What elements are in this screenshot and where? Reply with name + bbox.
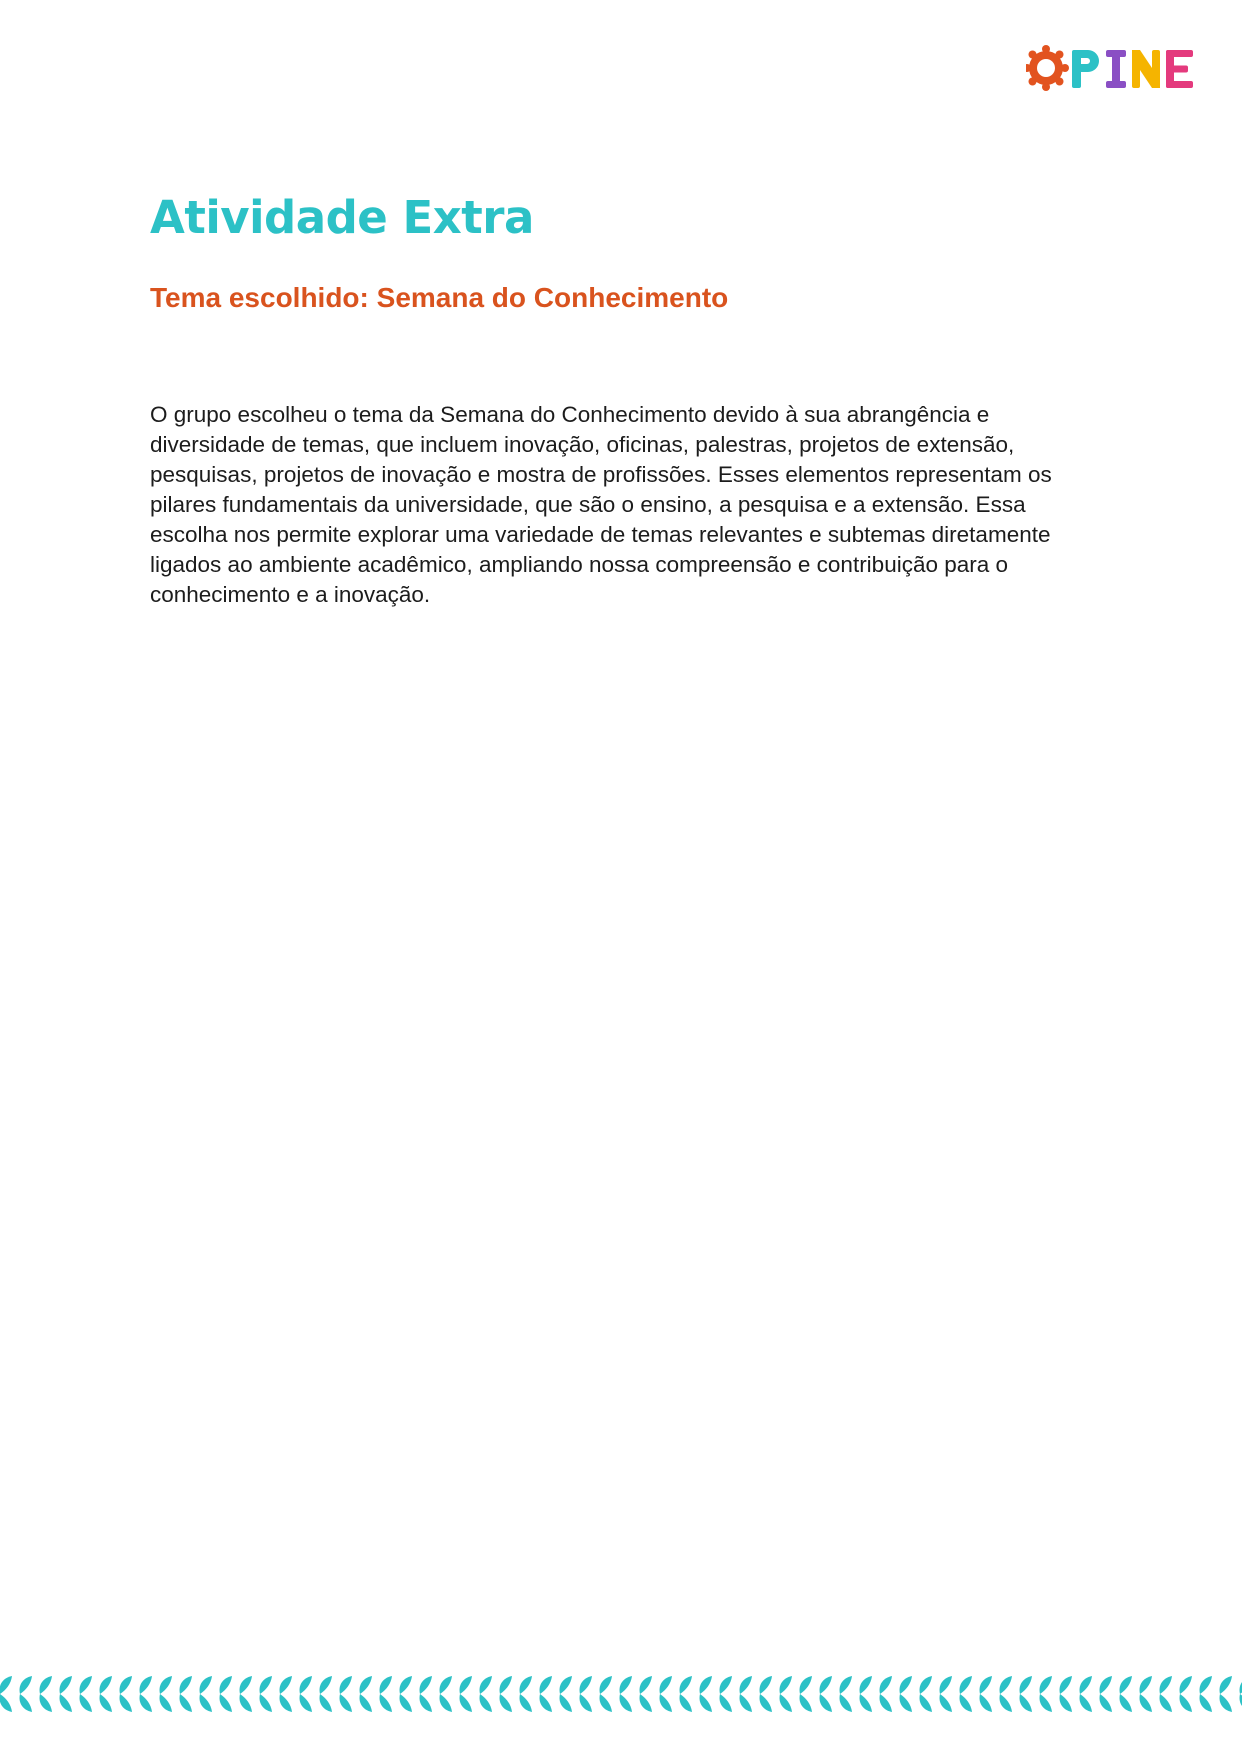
leaf-chevron-icon — [1000, 1676, 1013, 1712]
leaf-chevron-icon — [1040, 1676, 1053, 1712]
leaf-chevron-icon — [900, 1676, 913, 1712]
leaf-chevron-icon — [1080, 1676, 1093, 1712]
leaf-chevron-icon — [740, 1676, 753, 1712]
logo-letter-n — [1132, 50, 1160, 88]
leaf-chevron-icon — [1140, 1676, 1153, 1712]
leaf-chevron-icon — [340, 1676, 353, 1712]
leaf-chevron-icon — [780, 1676, 793, 1712]
leaf-chevron-icon — [860, 1676, 873, 1712]
leaf-chevron-icon — [980, 1676, 993, 1712]
leaf-chevron-icon — [120, 1676, 133, 1712]
leaf-chevron-icon — [1120, 1676, 1133, 1712]
leaf-chevron-icon — [220, 1676, 233, 1712]
leaf-chevron-icon — [800, 1676, 813, 1712]
page-subtitle: Tema escolhido: Semana do Conhecimento — [150, 282, 729, 313]
leaf-chevron-icon — [1160, 1676, 1173, 1712]
leaf-chevron-icon — [80, 1676, 93, 1712]
leaf-chevron-icon — [580, 1676, 593, 1712]
leaf-chevron-icon — [840, 1676, 853, 1712]
leaf-chevron-icon — [1180, 1676, 1193, 1712]
leaf-chevron-icon — [400, 1676, 413, 1712]
leaf-chevron-icon — [240, 1676, 253, 1712]
leaf-chevron-icon — [520, 1676, 533, 1712]
leaf-chevron-icon — [820, 1676, 833, 1712]
leaf-chevron-icon — [100, 1676, 113, 1712]
leaf-chevron-icon — [140, 1676, 153, 1712]
leaf-chevron-icon — [60, 1676, 73, 1712]
leaf-chevron-icon — [680, 1676, 693, 1712]
opine-logo-icon — [1026, 44, 1198, 94]
leaf-chevron-icon — [420, 1676, 433, 1712]
leaf-chevron-icon — [920, 1676, 933, 1712]
leaf-chevron-icon — [760, 1676, 773, 1712]
leaf-chevron-icon — [180, 1676, 193, 1712]
leaf-chevron-icon — [480, 1676, 493, 1712]
page-title: Atividade Extra — [150, 191, 534, 244]
leaf-chevron-icon — [40, 1676, 53, 1712]
leaf-chevron-icon — [600, 1676, 613, 1712]
leaf-chevron-icon — [560, 1676, 573, 1712]
leaf-chevron-icon — [500, 1676, 513, 1712]
leaf-chevron-icon — [1220, 1676, 1233, 1712]
leaf-chevron-icon — [700, 1676, 713, 1712]
leaf-chevron-icon — [460, 1676, 473, 1712]
leaf-chevron-icon — [660, 1676, 673, 1712]
leaf-chevron-icon — [1020, 1676, 1033, 1712]
body-paragraph: O grupo escolheu o tema da Semana do Conhecimento devido à sua abrangência e diversidade de temas, que incluem inovação, oficinas, palestras, projetos de extensão, pesquisas, projetos de inovação e mostra de profissões. Esses elementos representam os pilares fundamentais da universidade, que são o ensino, a pesquisa e a extensão. Essa escolha nos permite explorar uma variedade de temas relevantes e subtemas diretamente ligados ao ambiente acadêmico, ampliando nossa compreensão e contribuição para o conhecimento e a inovação. — [150, 402, 1052, 607]
leaf-chevron-icon — [200, 1676, 213, 1712]
leaf-chevron-icon — [960, 1676, 973, 1712]
logo-letter-o — [1026, 45, 1069, 91]
leaf-chevron-icon — [360, 1676, 373, 1712]
logo-letter-p — [1072, 50, 1099, 88]
leaf-chevron-icon — [280, 1676, 293, 1712]
leaf-chevron-icon — [1100, 1676, 1113, 1712]
leaf-chevron-icon — [380, 1676, 393, 1712]
leaf-chevron-icon — [1060, 1676, 1073, 1712]
leaf-chevron-icon — [320, 1676, 333, 1712]
leaf-chevron-icon — [540, 1676, 553, 1712]
leaf-chevron-icon — [160, 1676, 173, 1712]
logo-letter-e — [1166, 50, 1193, 88]
document-content — [150, 188, 1100, 610]
leaf-chevron-icon — [720, 1676, 733, 1712]
leaf-chevron-icon — [0, 1676, 12, 1712]
leaf-chevron-icon — [620, 1676, 633, 1712]
leaf-chevron-icon — [640, 1676, 653, 1712]
leaf-chevron-icon — [440, 1676, 453, 1712]
leaf-chevron-icon — [1200, 1676, 1213, 1712]
opine-logo — [1026, 44, 1198, 94]
leaf-chevron-icon — [260, 1676, 273, 1712]
leaf-chevron-icon — [300, 1676, 313, 1712]
leaf-chevron-icon — [20, 1676, 33, 1712]
logo-letter-i — [1106, 50, 1126, 88]
leaf-chevron-icon — [940, 1676, 953, 1712]
leaf-chevron-icon — [880, 1676, 893, 1712]
leaf-chevron-border-icon — [0, 1672, 1242, 1716]
